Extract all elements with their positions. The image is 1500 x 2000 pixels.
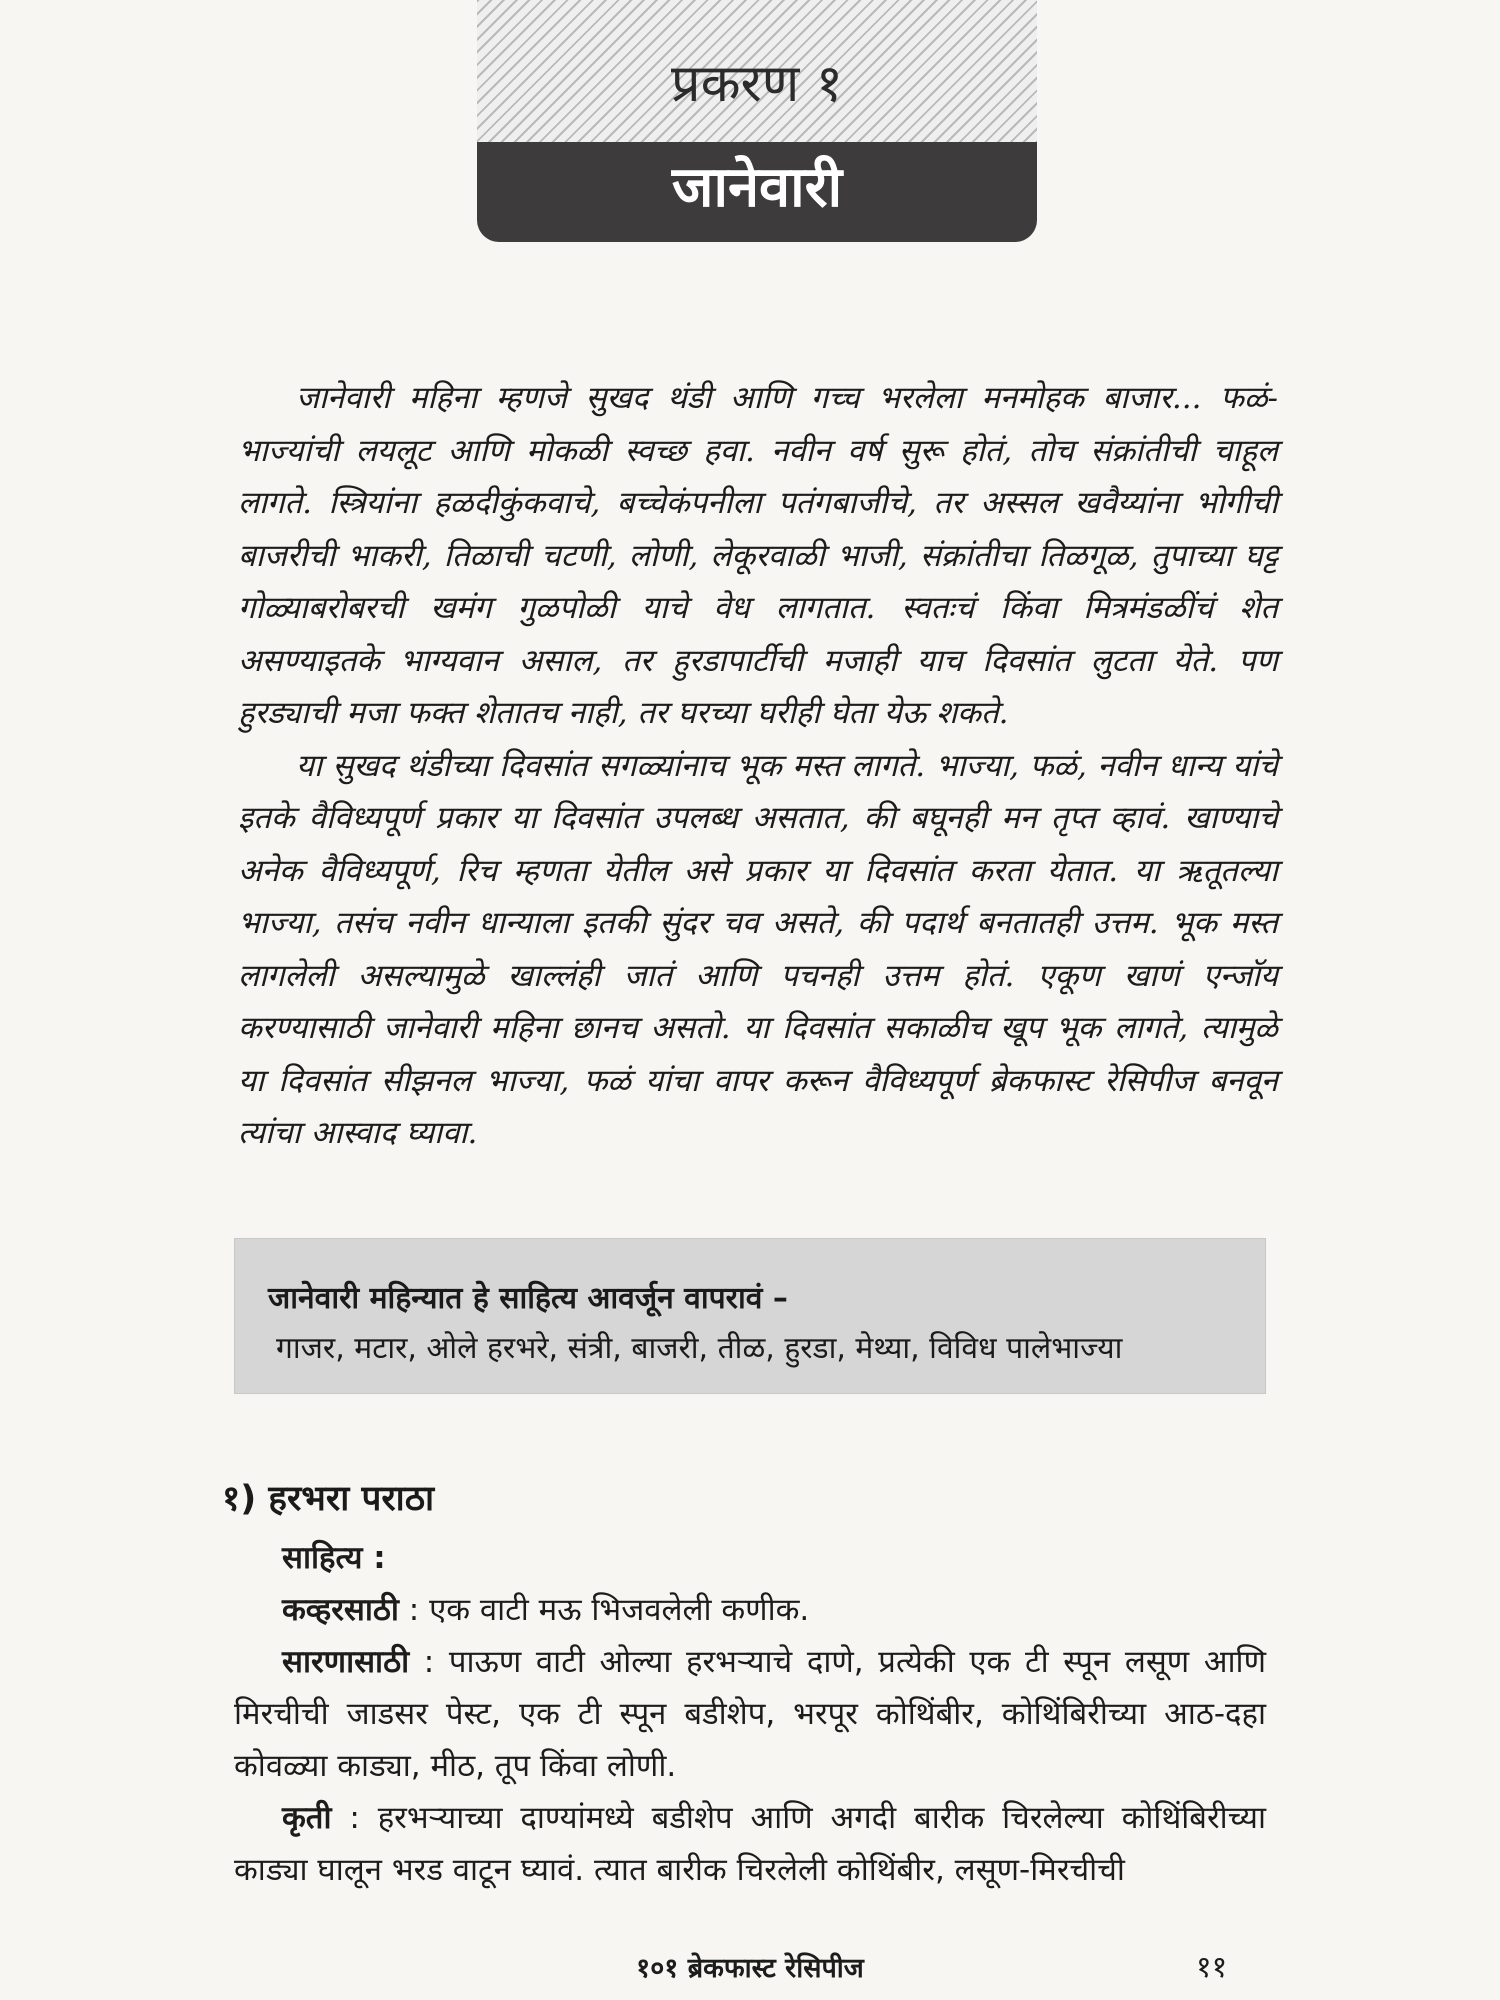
page-number: ११	[1196, 1950, 1228, 1985]
ingredients-label: साहित्य :	[282, 1540, 386, 1576]
chapter-label: प्रकरण १	[671, 54, 843, 114]
recipe-filling-line	[234, 1636, 1266, 1792]
chapter-intro	[238, 372, 1278, 1160]
filling-label: सारणासाठी	[282, 1644, 410, 1680]
recipe-method-line	[234, 1792, 1266, 1896]
recipe-cover-line	[234, 1584, 1266, 1636]
seasonal-ingredients-heading: जानेवारी महिन्यात हे साहित्य आवर्जून वापरावं –	[268, 1281, 788, 1316]
filling-text: : पाऊण वाटी ओल्या हरभऱ्याचे दाणे, प्रत्येकी एक टी स्पून लसूण आणि मिरचीची जाडसर पेस्ट, एक टी स्पून बडीशेप, भरपूर कोथिंबीर, कोथिंबिरीच्या आठ-दहा कोवळ्या काड्या, मीठ, तूप किंवा लोणी.	[234, 1644, 1266, 1784]
footer-book-title: १०१ ब्रेकफास्ट रेसिपीज	[636, 1953, 864, 1984]
recipe-body	[234, 1532, 1266, 1896]
recipe-title: १) हरभरा पराठा	[222, 1479, 435, 1519]
cover-text: : एक वाटी मऊ भिजवलेली कणीक.	[398, 1592, 810, 1628]
method-label: कृती	[282, 1800, 332, 1836]
chapter-title: जानेवारी	[671, 155, 843, 220]
seasonal-ingredients-list: गाजर, मटार, ओले हरभरे, संत्री, बाजरी, तीळ, हुरडा, मेथ्या, विविध पालेभाज्या	[276, 1331, 1123, 1366]
method-text: : हरभऱ्याच्या दाण्यांमध्ये बडीशेप आणि अगदी बारीक चिरलेल्या कोथिंबिरीच्या काड्या घालून भरड वाटून घ्यावं. त्यात बारीक चिरलेली कोथिंबीर, लसूण-मिरचीची	[234, 1800, 1266, 1888]
intro-paragraph: या सुखद थंडीच्या दिवसांत सगळ्यांनाच भूक मस्त लागते. भाज्या, फळं, नवीन धान्य यांचे इतके वैविध्यपूर्ण प्रकार या दिवसांत उपलब्ध असतात, की बघूनही मन तृप्त व्हावं. खाण्याचे अनेक वैविध्यपूर्ण, रिच म्हणता येतील असे प्रकार या दिवसांत करता येतात. या ऋतूतल्या भाज्या, तसंच नवीन धान्याला इतकी सुंदर चव असते, की पदार्थ बनतातही उत्तम. भूक मस्त लागलेली असल्यामुळे खाल्लंही जातं आणि पचनही उत्तम होतं. एकूण खाणं एन्जॉय करण्यासाठी जानेवारी महिना छानच असतो. या दिवसांत सकाळीच खूप भूक लागते, त्यामुळे या दिवसांत सीझनल भाज्या, फळं यांचा वापर करून वैविध्यपूर्ण ब्रेकफास्ट रेसिपीज बनवून त्यांचा आस्वाद घ्यावा.	[238, 747, 1278, 1151]
cover-label: कव्हरसाठी	[282, 1592, 399, 1628]
recipe-ingredients-label	[234, 1532, 1266, 1584]
intro-paragraph: जानेवारी महिना म्हणजे सुखद थंडी आणि गच्च भरलेला मनमोहक बाजार... फळं-भाज्यांची लयलूट आणि मोकळी स्वच्छ हवा. नवीन वर्ष सुरू होतं, तोच संक्रांतीची चाहूल लागते. स्त्रियांना हळदीकुंकवाचे, बच्चेकंपनीला पतंगबाजीचे, तर अस्सल खवैय्यांना भोगीची बाजरीची भाकरी, तिळाची चटणी, लोणी, लेकूरवाळी भाजी, संक्रांतीचा तिळगूळ, तुपाच्या घट्ट गोळ्याबरोबरची खमंग गुळपोळी याचे वेध लागतात. स्वतःचं किंवा मित्रमंडळींचं शेत असण्याइतके भाग्यवान असाल, तर हुरडापार्टीची मजाही याच दिवसांत लुटता येते. पण हुरड्याची मजा फक्त शेतातच नाही, तर घरच्या घरीही घेता येऊ शकते.	[238, 380, 1278, 731]
